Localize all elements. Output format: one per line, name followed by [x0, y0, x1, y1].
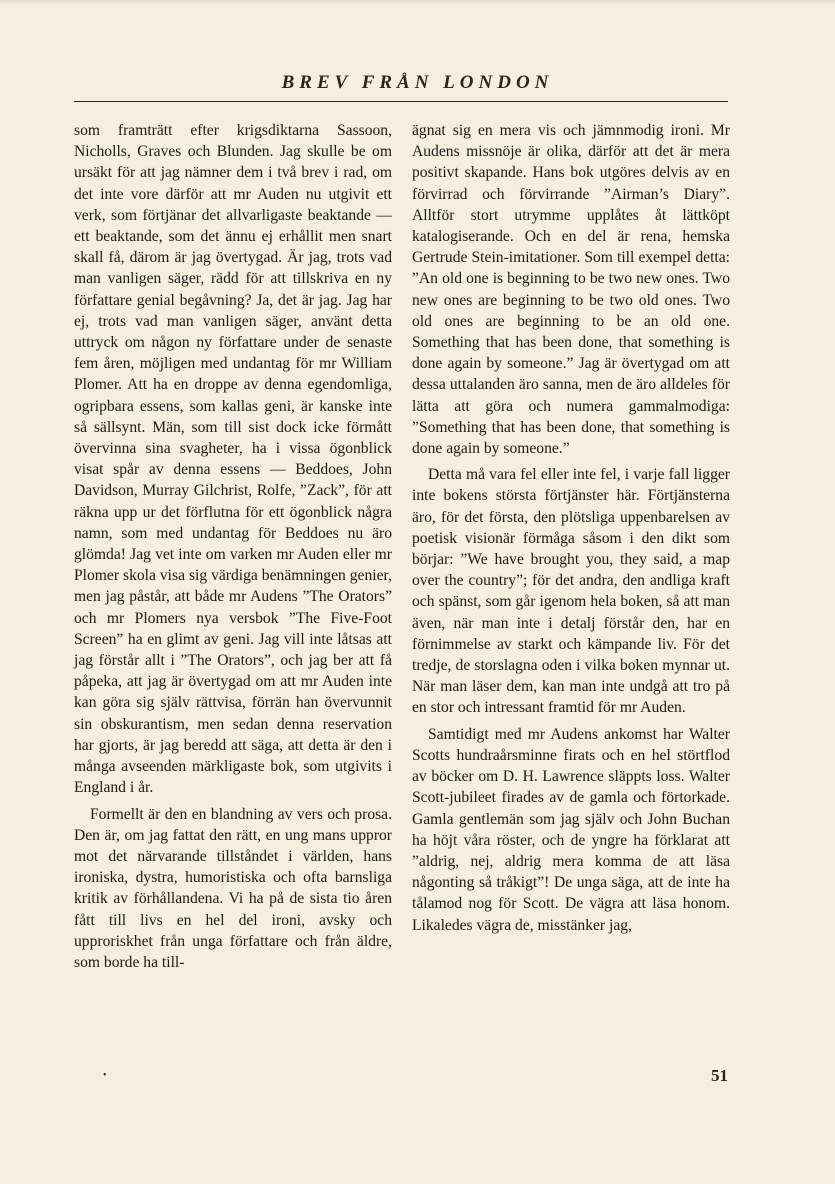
paragraph: Detta må vara fel eller inte fel, i varje fall ligger inte bokens största förtjänster här. Förtjänsterna äro, för det första, den plötsliga uppenbarelsen av poetisk visionär förmåga såsom i den dikt som börjar: ”We have brought you, they said, a map over the country”; för det andra, den andliga kraft och spänst, som går igenom hela boken, så att man även, när man inte i detalj förstår den, har en förnimmelse av starkt och kämpande liv. För det tredje, de storslagna oden i vilka boken mynnar ut. När man läser dem, kan man inte undgå att tro på en stor och intressant framtid för mr Auden. — [412, 466, 730, 717]
right-column — [412, 120, 730, 936]
paragraph: ägnat sig en mera vis och jämnmodig ironi. Mr Audens missnöje är olika, därför att det är mera positivt skapande. Hans bok utgöres delvis av en förvirrad och förvirrande ”Airman’s Diary”. Alltför stort utrymme upplåtes åt lättköpt katalogiserande. Och en del är rena, hemska Gertrude Stein-imitationer. Som till exempel detta: ”An old one is beginning to be two new ones. Two new ones are beginning to be two old ones. Two old ones are beginning to be an old one. Something that has been done, that something is done again by someone.” Jag är övertygad om att dessa uttalanden äro sanna, men de äro alldeles för lätta att göra och numera gammalmodiga: ”Something that has been done, that something is done again by someone.” — [412, 122, 730, 458]
paragraph: Samtidigt med mr Audens ankomst har Walter Scotts hundraårsminne firats och en hel störtflod av böcker om D. H. Lawrence släppts loss. Walter Scott-jubileet firades av de gamla och förtorkade. Gamla gentlemän som jag själv och John Buchan ha höjt våra röster, och de yngre ha förklarat att ”aldrig, nej, aldrig mera komma de att läsa någonting så tråkigt”! De unga säga, att de inte ha tålamod nog för Scott. De vägra att läsa honom. Likaledes vägra de, misstänker jag, — [412, 725, 730, 934]
page-edge — [0, 0, 835, 6]
left-column — [74, 120, 392, 973]
page-number: 51 — [711, 1066, 728, 1085]
stray-mark: • — [103, 1070, 107, 1081]
paragraph: som framträtt efter krigsdiktarna Sassoon, Nicholls, Graves och Blunden. Jag skulle be om ursäkt för att jag nämner dem i två brev i rad, om det inte vore därför att mr Auden nu utgivit ett verk, som förtjänar det allvarligaste beaktande — ett beaktande, som det ännu ej erhållit men snart skall få, därom är jag övertygad. Är jag, trots vad man vanligen säger, rädd för att tillskriva en ny författare genial begåvning? Ja, det är jag. Jag har ej, trots vad man vanligen säger, använt detta uttryck om någon ny författare under de senaste fem åren, möjligen med undantag för mr William Plomer. Att ha en droppe av denna egendomliga, ogripbara essens, som kallas geni, är kanske inte så sällsynt. Män, som till sist dock icke förmått övervinna sina svagheter, ha i vissa ögonblick visat spår av denna essens — Beddoes, John Davidson, Murray Gilchrist, Rolfe, ”Zack”, för att räkna upp ur det förflutna för ett ögonblick några namn, som med undantag för Beddoes nu äro glömda! Jag vet inte om varken mr Auden eller mr Plomer skola visa sig värdiga benämningen genier, men jag påstår, att både mr Audens ”The Orators” och mr Plomers nya versbok ”The Five-Foot Screen” ha en glimt av geni. Jag vill inte låtsas att jag förstår allt i ”The Orators”, och jag ber att få påpeka, att jag är övertygad om att mr Auden inte kan göra sig själv rättvisa, förrän han övervunnit sin obskurantism, men sedan denna reservation har gjorts, är jag beredd att säga, att detta är den i många avseenden märkligaste bok, som utgivits i England i år. — [74, 122, 392, 797]
paragraph: Formellt är den en blandning av vers och prosa. Den är, om jag fattat den rätt, en ung mans uppror mot det närvarande tillståndet i världen, hans ironiska, dystra, humoristiska och ofta barnsliga kritik av förhållandena. Vi ha på de sista tio åren fått till livs en hel del ironi, avsky och upproriskhet från unga författare och från äldre, som borde ha till- — [74, 805, 392, 971]
running-header: BREV FRÅN LONDON — [281, 72, 554, 93]
header-rule — [74, 101, 728, 102]
